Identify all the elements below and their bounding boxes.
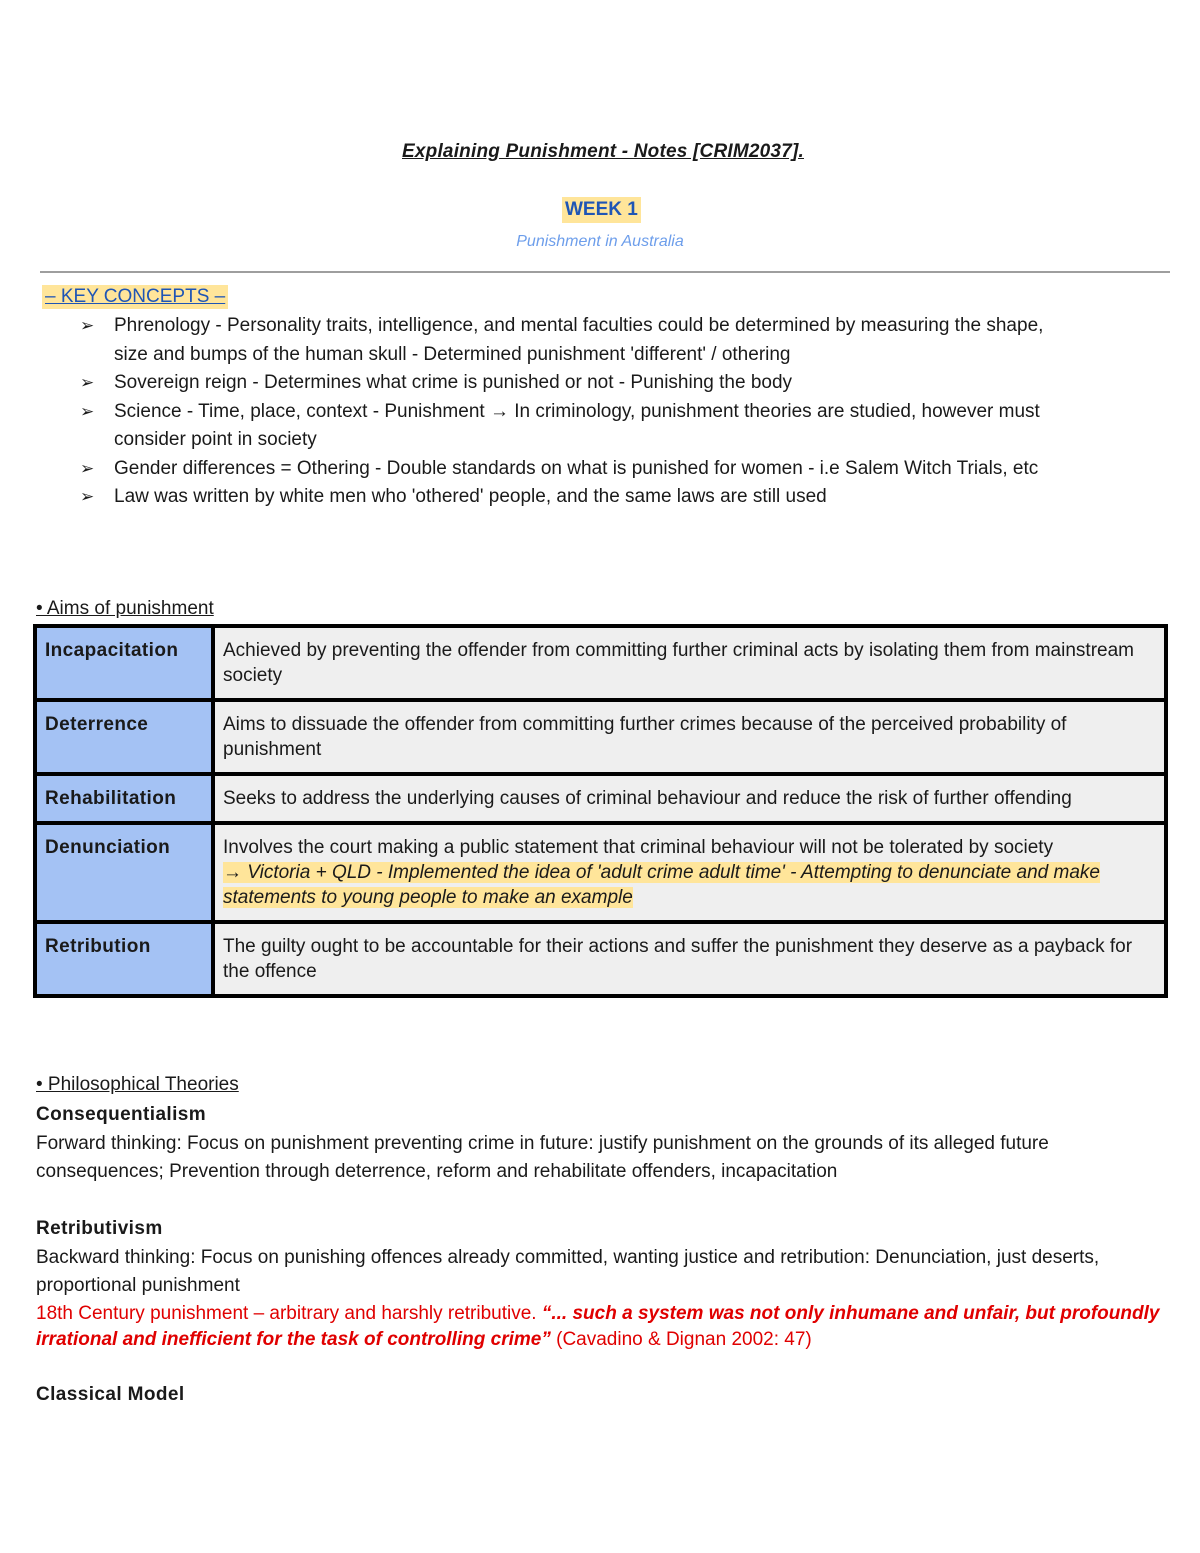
arrow-bullet-icon: ➢ [80, 401, 95, 421]
term-cell: Deterrence [35, 700, 213, 774]
arrow-bullet-icon: ➢ [80, 487, 95, 506]
horizontal-divider [40, 271, 1170, 273]
term-cell: Retribution [35, 922, 213, 996]
list-item [78, 369, 1078, 398]
description-cell: The guilty ought to be accountable for their actions and suffer the punishment they deserve as a payback for the offence [213, 922, 1166, 996]
description-text: Involves the court making a public statement that criminal behaviour will not be tolerated by society [223, 837, 1054, 858]
list-item [78, 455, 1078, 484]
description-cell [213, 823, 1166, 922]
table-row [35, 823, 1166, 922]
list-item [78, 483, 1078, 512]
list-item-text: Law was written by white men who 'othered' people, and the same laws are still used [114, 486, 827, 507]
term-cell: Incapacitation [35, 626, 213, 700]
table-row [35, 922, 1166, 996]
consequentialism-text: Forward thinking: Focus on punishment preventing crime in future: justify punishment on the grounds of its alleged future consequences; Prevention through deterrence, reform and rehabilitate offenders, incapacitation [36, 1132, 1049, 1182]
quote-intro: 18th Century punishment – arbitrary and harshly retributive. [36, 1302, 542, 1324]
key-concepts-list [78, 312, 1078, 512]
consequentialism-section [36, 1101, 1176, 1187]
term-cell: Rehabilitation [35, 774, 213, 823]
aims-table [33, 624, 1168, 998]
arrow-bullet-icon: ➢ [80, 458, 95, 478]
table-row [35, 700, 1166, 774]
retributivism-text: Backward thinking: Focus on punishing offences already committed, wanting justice and retribution: Denunciation, just deserts, proportional punishment [36, 1246, 1100, 1296]
retributivism-section [36, 1215, 1176, 1353]
list-item [78, 312, 1078, 369]
classical-model-heading: Classical Model [36, 1384, 185, 1405]
term-cell: Denunciation [35, 823, 213, 922]
arrow-bullet-icon: ➢ [80, 373, 95, 392]
description-cell: Aims to dissuade the offender from committing further crimes because of the perceived probability of punishment [213, 700, 1166, 774]
description-cell: Achieved by preventing the offender from committing further criminal acts by isolating them from mainstream society [213, 626, 1166, 700]
week-heading: WEEK 1 [562, 197, 641, 223]
quote-text: “... such a system was not only inhumane and unfair, but profoundly irrational and inefficient for the task of controlling crime” [36, 1302, 1160, 1350]
list-item-text: Science - Time, place, context - Punishment → In criminology, punishment theories are studied, however must consider point in society [114, 400, 1040, 450]
table-row [35, 626, 1166, 700]
arrow-bullet-icon: ➢ [80, 316, 95, 335]
list-item-text: Sovereign reign - Determines what crime is punished or not - Punishing the body [114, 372, 793, 393]
theories-section-label: • Philosophical Theories [36, 1074, 239, 1095]
highlighted-note: → Victoria + QLD - Implemented the idea of 'adult crime adult time' - Attempting to denunciate and make statements to young people to make an example [223, 862, 1100, 908]
week-subtitle: Punishment in Australia [516, 233, 684, 250]
document-title: Explaining Punishment - Notes [CRIM2037]. [402, 141, 804, 162]
key-concepts-heading: – KEY CONCEPTS – [42, 285, 228, 309]
retributivism-heading: Retributivism [36, 1218, 163, 1239]
consequentialism-heading: Consequentialism [36, 1104, 207, 1125]
aims-section-label: • Aims of punishment [36, 598, 214, 619]
list-item [78, 398, 1078, 455]
table-row [35, 774, 1166, 823]
retributivism-quote-paragraph [36, 1301, 1176, 1353]
description-cell: Seeks to address the underlying causes of criminal behaviour and reduce the risk of further offending [213, 774, 1166, 823]
list-item-text: Gender differences = Othering - Double standards on what is punished for women - i.e Salem Witch Trials, etc [114, 457, 1039, 479]
quote-citation: (Cavadino & Dignan 2002: 47) [550, 1328, 812, 1350]
list-item-text: Phrenology - Personality traits, intelligence, and mental faculties could be determined by measuring the shape, size and bumps of the human skull - Determined punishment 'different' / othering [114, 315, 1044, 365]
